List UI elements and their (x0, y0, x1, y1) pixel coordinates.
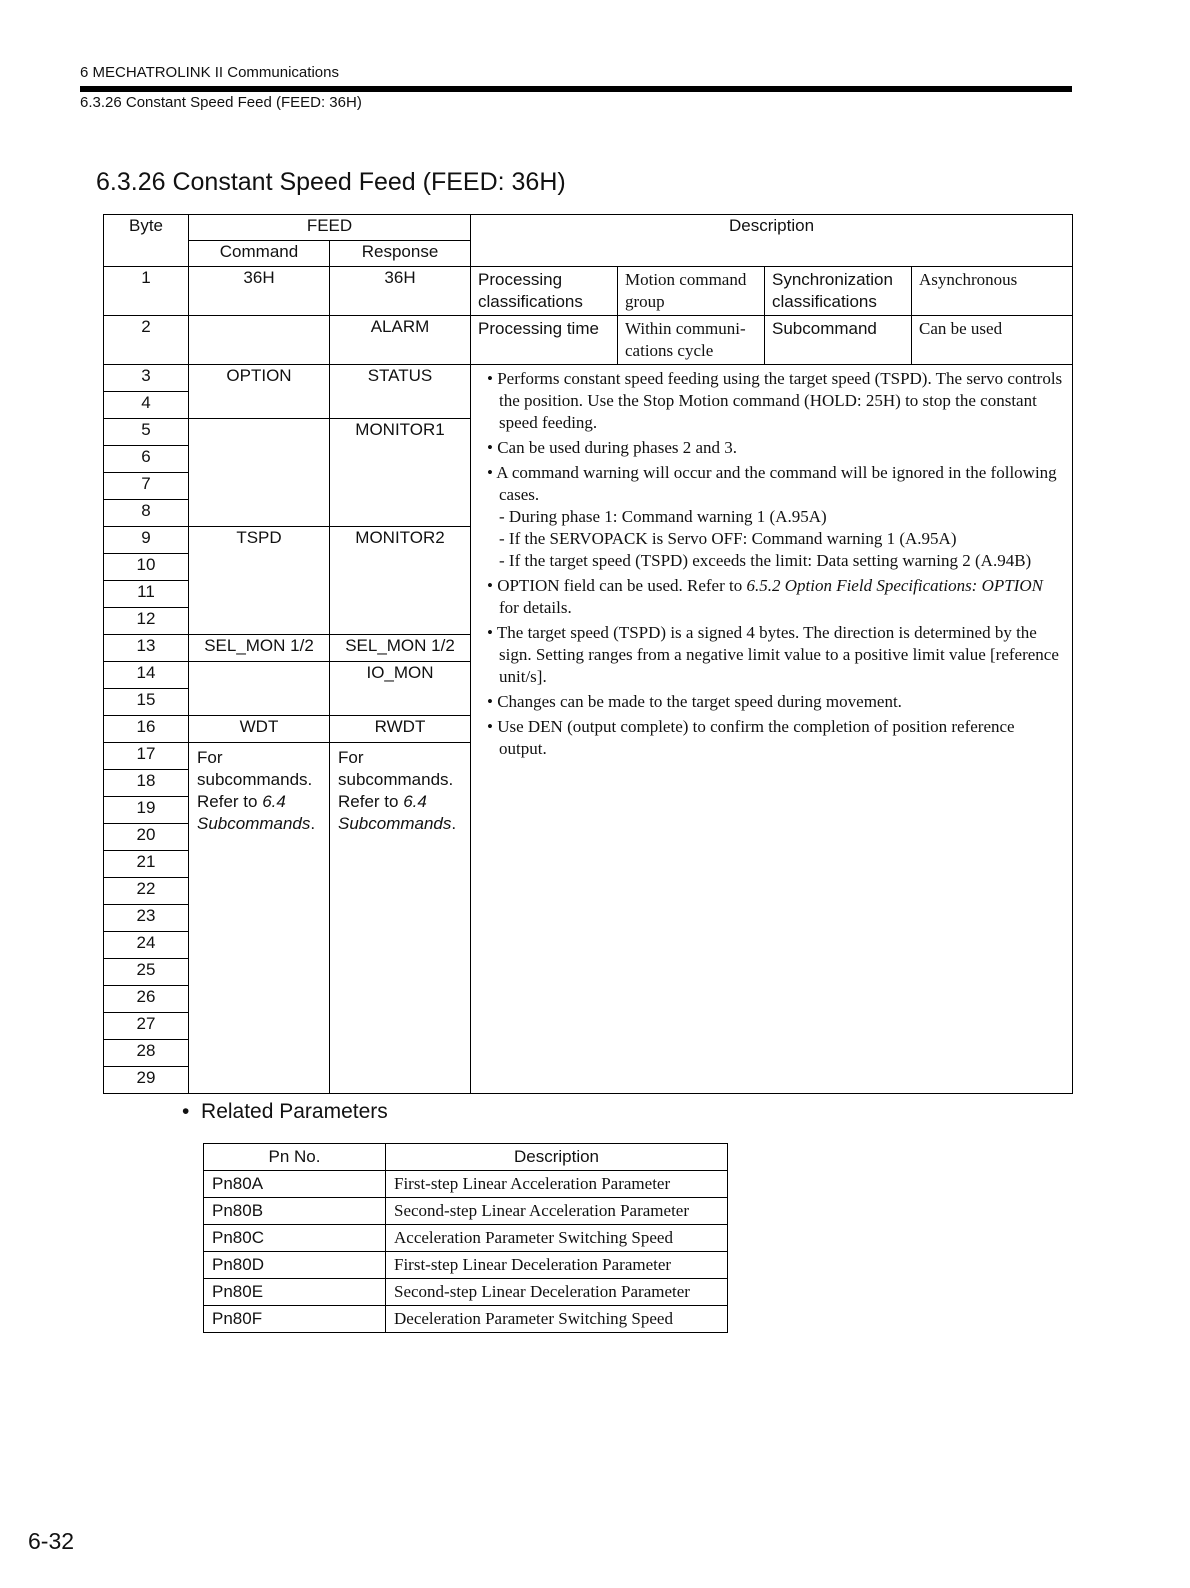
byte-cell: 10 (104, 554, 189, 581)
response-subcommand-note: For subcommands. Refer to 6.4 Subcommands. (330, 743, 471, 1094)
table-row (204, 1279, 728, 1306)
command-cell: TSPD (189, 527, 330, 635)
section-title: 6.3.26 Constant Speed Feed (FEED: 36H) (96, 168, 566, 196)
header-description: Description (471, 215, 1073, 267)
description-subitem: - If the target speed (TSPD) exceeds the limit: Data setting warning 2 (A.94B) (499, 551, 1032, 570)
header-response: Response (330, 241, 471, 267)
sync-class-label: Synchronization classifications (765, 267, 912, 316)
header-rule (80, 86, 1072, 92)
pn-number: Pn80C (204, 1225, 386, 1252)
table-row (204, 1171, 728, 1198)
byte-cell: 20 (104, 824, 189, 851)
pn-number: Pn80E (204, 1279, 386, 1306)
table-row (204, 1252, 728, 1279)
response-cell: SEL_MON 1/2 (330, 635, 471, 662)
subcommand-reference: 6.4 Subcommands (197, 792, 311, 833)
byte-cell: 6 (104, 446, 189, 473)
header-byte: Byte (104, 215, 189, 267)
response-cell: MONITOR2 (330, 527, 471, 635)
command-cell: SEL_MON 1/2 (189, 635, 330, 662)
byte-cell: 2 (104, 316, 189, 365)
byte-cell: 1 (104, 267, 189, 316)
byte-cell: 25 (104, 959, 189, 986)
response-cell: 36H (330, 267, 471, 316)
description-item: • Can be used during phases 2 and 3. (487, 438, 738, 457)
description-item: • Performs constant speed feeding using the target speed (TSPD). The servo controls the position. Use the Stop Motion command (HOLD: 25H) to stop the constant speed feeding. (487, 369, 1063, 432)
byte-cell: 11 (104, 581, 189, 608)
pn-description: Acceleration Parameter Switching Speed (386, 1225, 728, 1252)
command-cell (189, 316, 330, 365)
header-command: Command (189, 241, 330, 267)
response-cell: ALARM (330, 316, 471, 365)
table-row (204, 1306, 728, 1333)
byte-cell: 26 (104, 986, 189, 1013)
byte-cell: 21 (104, 851, 189, 878)
byte-cell: 8 (104, 500, 189, 527)
byte-cell: 7 (104, 473, 189, 500)
byte-cell: 17 (104, 743, 189, 770)
byte-cell: 5 (104, 419, 189, 446)
subcommand-value: Can be used (912, 316, 1073, 365)
table-row (204, 1198, 728, 1225)
related-parameters-heading: • Related Parameters (182, 1100, 388, 1123)
byte-cell: 22 (104, 878, 189, 905)
proc-class-label: Processing classifications (471, 267, 618, 316)
byte-cell: 19 (104, 797, 189, 824)
description-subitem: - During phase 1: Command warning 1 (A.95A) (499, 507, 827, 526)
pn-number: Pn80A (204, 1171, 386, 1198)
header-pn-description: Description (386, 1144, 728, 1171)
byte-cell: 18 (104, 770, 189, 797)
response-cell: STATUS (330, 365, 471, 419)
description-subitem: - If the SERVOPACK is Servo OFF: Command warning 1 (A.95A) (499, 529, 957, 548)
byte-cell: 4 (104, 392, 189, 419)
byte-cell: 23 (104, 905, 189, 932)
command-cell: 36H (189, 267, 330, 316)
pn-description: Deceleration Parameter Switching Speed (386, 1306, 728, 1333)
byte-cell: 27 (104, 1013, 189, 1040)
byte-cell: 9 (104, 527, 189, 554)
sync-class-value: Asynchronous (912, 267, 1073, 316)
pn-number: Pn80B (204, 1198, 386, 1225)
pn-description: First-step Linear Acceleration Parameter (386, 1171, 728, 1198)
byte-cell: 28 (104, 1040, 189, 1067)
description-list (471, 365, 1072, 760)
description-item: • OPTION field can be used. Refer to 6.5.2 Option Field Specifications: OPTION for details. (487, 576, 1043, 617)
description-cell (471, 365, 1073, 1094)
option-field-reference: 6.5.2 Option Field Specifications: OPTION (746, 576, 1043, 595)
description-item: • Changes can be made to the target speed during movement. (487, 692, 902, 711)
byte-cell: 15 (104, 689, 189, 716)
header-pn-no: Pn No. (204, 1144, 386, 1171)
command-cell (189, 662, 330, 716)
page-number: 6-32 (28, 1528, 75, 1554)
table-row (204, 1225, 728, 1252)
response-cell: RWDT (330, 716, 471, 743)
byte-cell: 12 (104, 608, 189, 635)
header-feed: FEED (189, 215, 471, 241)
subcommand-reference: 6.4 Subcommands (338, 792, 452, 833)
byte-cell: 3 (104, 365, 189, 392)
byte-cell: 14 (104, 662, 189, 689)
command-cell: WDT (189, 716, 330, 743)
pn-description: First-step Linear Deceleration Parameter (386, 1252, 728, 1279)
running-header-chapter: 6 MECHATROLINK II Communications (80, 64, 339, 81)
pn-number: Pn80D (204, 1252, 386, 1279)
command-subcommand-note: For subcommands. Refer to 6.4 Subcommands. (189, 743, 330, 1094)
description-item: • A command warning will occur and the command will be ignored in the following cases. - During phase 1: Command warning 1 (A.95A) - If the SERVOPACK is Servo OFF: Command warning 1 (A.95A) - If the target speed (TSPD) exceeds the limit: Data setting warning 2 (A.94B) (487, 462, 1064, 572)
proc-time-label: Processing time (471, 316, 618, 365)
subcommand-label: Subcommand (765, 316, 912, 365)
description-item: • The target speed (TSPD) is a signed 4 bytes. The direction is determined by the sign. Setting ranges from a negative limit value to a positive limit value [reference unit/s]. (487, 623, 1059, 686)
proc-time-value: Within communi-cations cycle (618, 316, 765, 365)
byte-cell: 29 (104, 1067, 189, 1094)
proc-class-value: Motion command group (618, 267, 765, 316)
pn-number: Pn80F (204, 1306, 386, 1333)
pn-description: Second-step Linear Acceleration Parameter (386, 1198, 728, 1225)
pn-description: Second-step Linear Deceleration Parameter (386, 1279, 728, 1306)
command-table (103, 214, 1073, 1094)
byte-cell: 16 (104, 716, 189, 743)
response-cell: IO_MON (330, 662, 471, 716)
description-item: • Use DEN (output complete) to confirm the completion of position reference output. (487, 717, 1015, 758)
related-parameters-table (203, 1143, 728, 1333)
running-header-section: 6.3.26 Constant Speed Feed (FEED: 36H) (80, 94, 362, 111)
response-cell: MONITOR1 (330, 419, 471, 527)
byte-cell: 24 (104, 932, 189, 959)
command-cell (189, 419, 330, 527)
command-cell: OPTION (189, 365, 330, 419)
byte-cell: 13 (104, 635, 189, 662)
